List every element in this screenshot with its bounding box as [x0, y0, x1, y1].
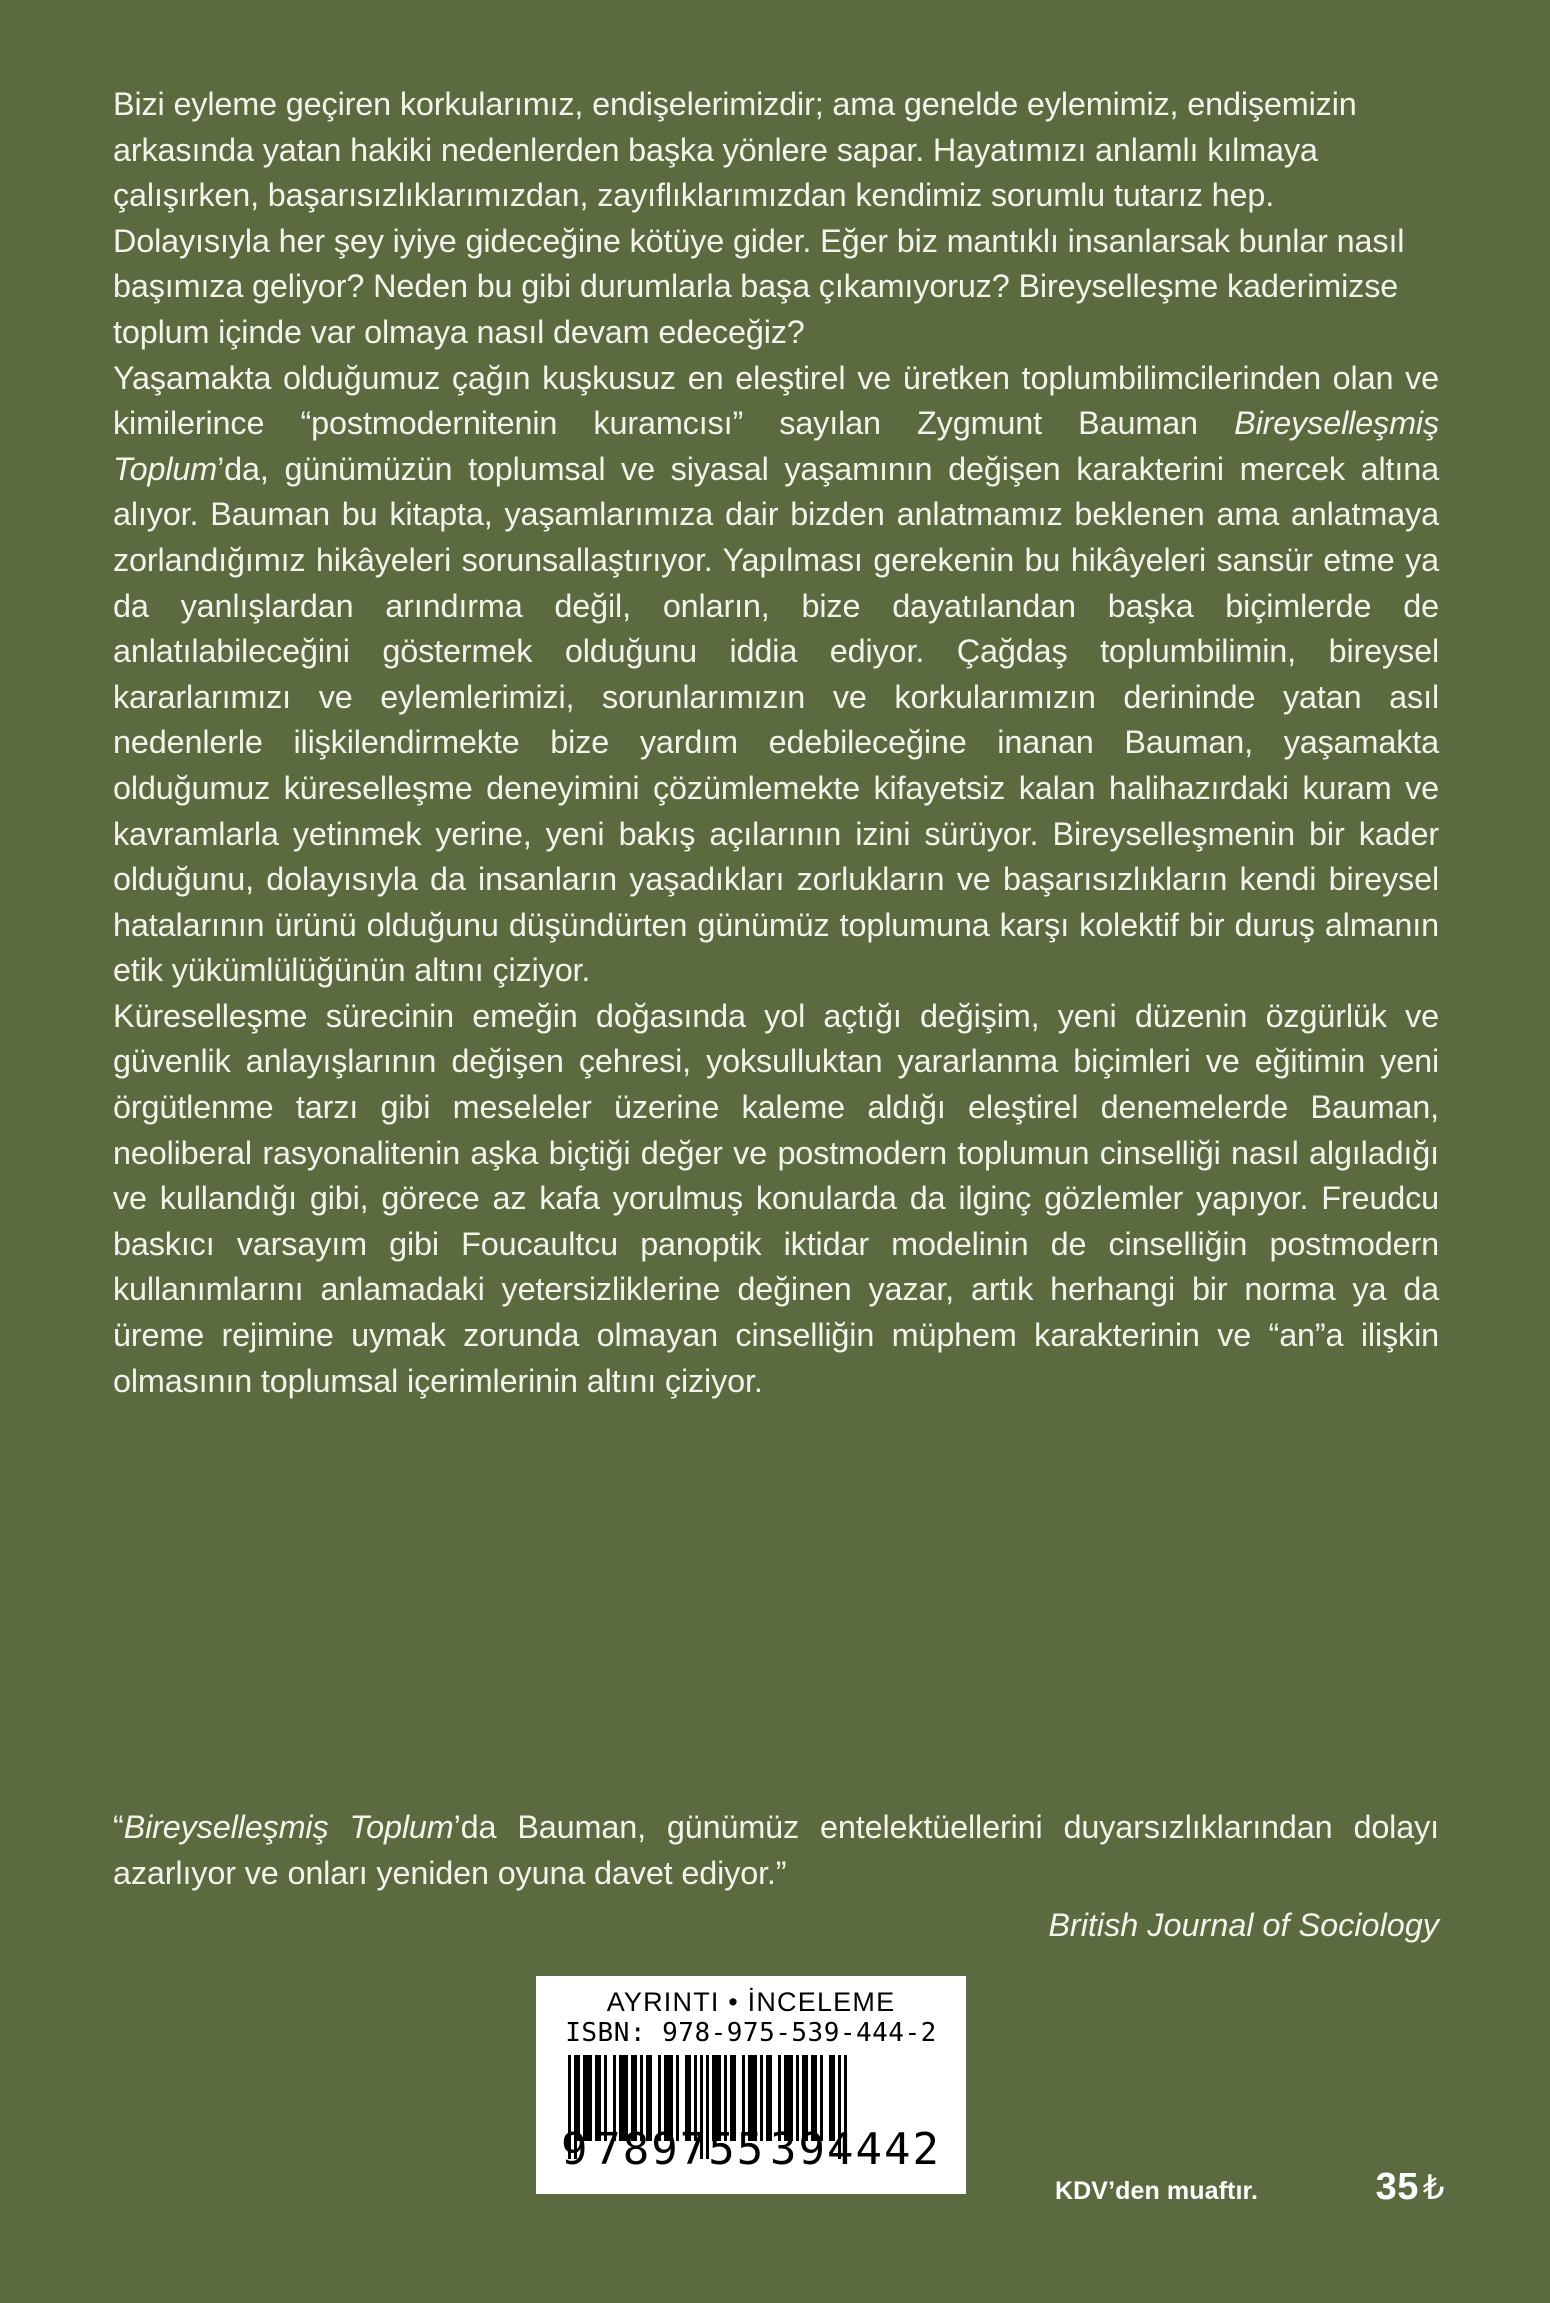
barcode-digit-group-2: 394442	[770, 2124, 941, 2176]
review-quote-title-italic: Bireyselleşmiş Toplum	[123, 1809, 454, 1845]
review-quote-block	[113, 1805, 1439, 1949]
blurb-paragraph-2-lead: Yaşamakta olduğumuz çağın kuşkusuz en eleştirel ve üretken toplumbilimcilerinden olan ve kimilerince “postmodernitenin kuramcısı” sayılan Zygmunt Bauman	[113, 359, 1439, 442]
quote-open-mark: “	[113, 1809, 124, 1845]
blurb-section	[113, 82, 1439, 1404]
barcode-digit-lead: 9	[561, 2124, 590, 2176]
book-title-italic: Bireyselleşmiş Toplum	[113, 405, 1439, 487]
price-footer	[1055, 2166, 1445, 2209]
barcode-panel	[536, 1976, 966, 2194]
imprint-series-label: AYRINTI • İNCELEME	[606, 1987, 896, 2017]
review-quote-text	[113, 1805, 1439, 1896]
price-badge	[1376, 2166, 1445, 2209]
review-quote-rest: ’da Bauman, günümüz entelektüellerini duyarsızlıklarından dolayı azarlıyor ve onları yeniden oyuna davet ediyor.”	[113, 1809, 1439, 1891]
tax-note: KDV’den muaftır.	[1055, 2177, 1259, 2205]
blurb-paragraph-2	[113, 356, 1439, 994]
barcode-digits	[561, 2124, 941, 2176]
review-quote-source: British Journal of Sociology	[1048, 1907, 1439, 1944]
blurb-paragraph-2-tail: ’da, günümüzün toplumsal ve siyasal yaşamının değişen karakterini mercek altına alıyor. Bauman bu kitapta, yaşamlarımıza dair bizden anlatmamız beklenen ama anlatmaya zorlandığımız hikâyeleri sorunsallaştırıyor. Yapılması gerekenin bu hikâyeleri sansür etme ya da yanlışlardan arındırma değil, onların, bize dayatılandan başka biçimlerde de anlatılabileceğini göstermek olduğunu iddia ediyor. Çağdaş toplumbilimin, bireysel kararlarımızı ve eylemlerimizi, sorunlarımızın ve korkularımızın derininde yatan asıl nedenlerle ilişkilendirmekte bize yardım edebileceğine inanan Bauman, yaşamakta olduğumuz küreselleşme deneyimini çözümlemekte kifayetsiz kalan halihazırdaki kuram ve kavramlarla yetinmek yerine, yeni bakış açılarının izini sürüyor. Bireyselleşmenin bir kader olduğunu, dolayısıyla da insanların yaşadıkları zorlukların ve başarısızlıkların kendi bireysel hatalarının ürünü olduğunu düşündürten günümüz toplumuna karşı kolektif bir duruş almanın etik yükümlülüğünün altını çiziyor.	[113, 450, 1439, 989]
barcode-digit-group-1: 789755	[594, 2124, 766, 2176]
blurb-paragraph-3: Küreselleşme sürecinin emeğin doğasında yol açtığı değişim, yeni düzenin özgürlük ve güvenlik anlayışlarının değişen çehresi, yoksulluktan yararlanma biçimleri ve eğitimin yeni örgütlenme tarzı gibi meseleler üzerine kaleme aldığı eleştirel denemelerde Bauman, neoliberal rasyonalitenin aşka biçtiği değer ve postmodern toplumun cinselliği nasıl algıladığı ve kullandığı gibi, görece az kafa yorulmuş konularda da ilginç gözlemler yapıyor. Freudcu baskıcı varsayım gibi Foucaultcu panoptik iktidar modelinin de cinselliğin postmodern kullanımlarını anlamadaki yetersizliklerine değinen yazar, artık herhangi bir norma ya da üreme rejimine uymak zorunda olmayan cinselliğin müphem karakterinin ve “an”a ilişkin olmasının toplumsal içerimlerinin altını çiziyor.	[113, 997, 1439, 1399]
lira-currency-icon: ₺	[1422, 2169, 1445, 2207]
price-value: 35	[1375, 2166, 1419, 2208]
isbn-label: ISBN: 978-975-539-444-2	[565, 2018, 937, 2049]
blurb-paragraph-1: Bizi eyleme geçiren korkularımız, endişelerimizdir; ama genelde eylemimiz, endişemizin arkasında yatan hakiki nedenlerden başka yönlere sapar. Hayatımızı anlamlı kılmaya çalışırken, başarısızlıklarımızdan, zayıflıklarımızdan kendimiz sorumlu tutarız hep. Dolayısıyla her şey iyiye gideceğine kötüye gider. Eğer biz mantıklı insanlarsak bunlar nasıl başımıza geliyor? Neden bu gibi durumlarla başa çıkamıyoruz? Bireyselleşme kaderimizse toplum içinde var olmaya nasıl devam edeceğiz?	[113, 86, 1405, 350]
